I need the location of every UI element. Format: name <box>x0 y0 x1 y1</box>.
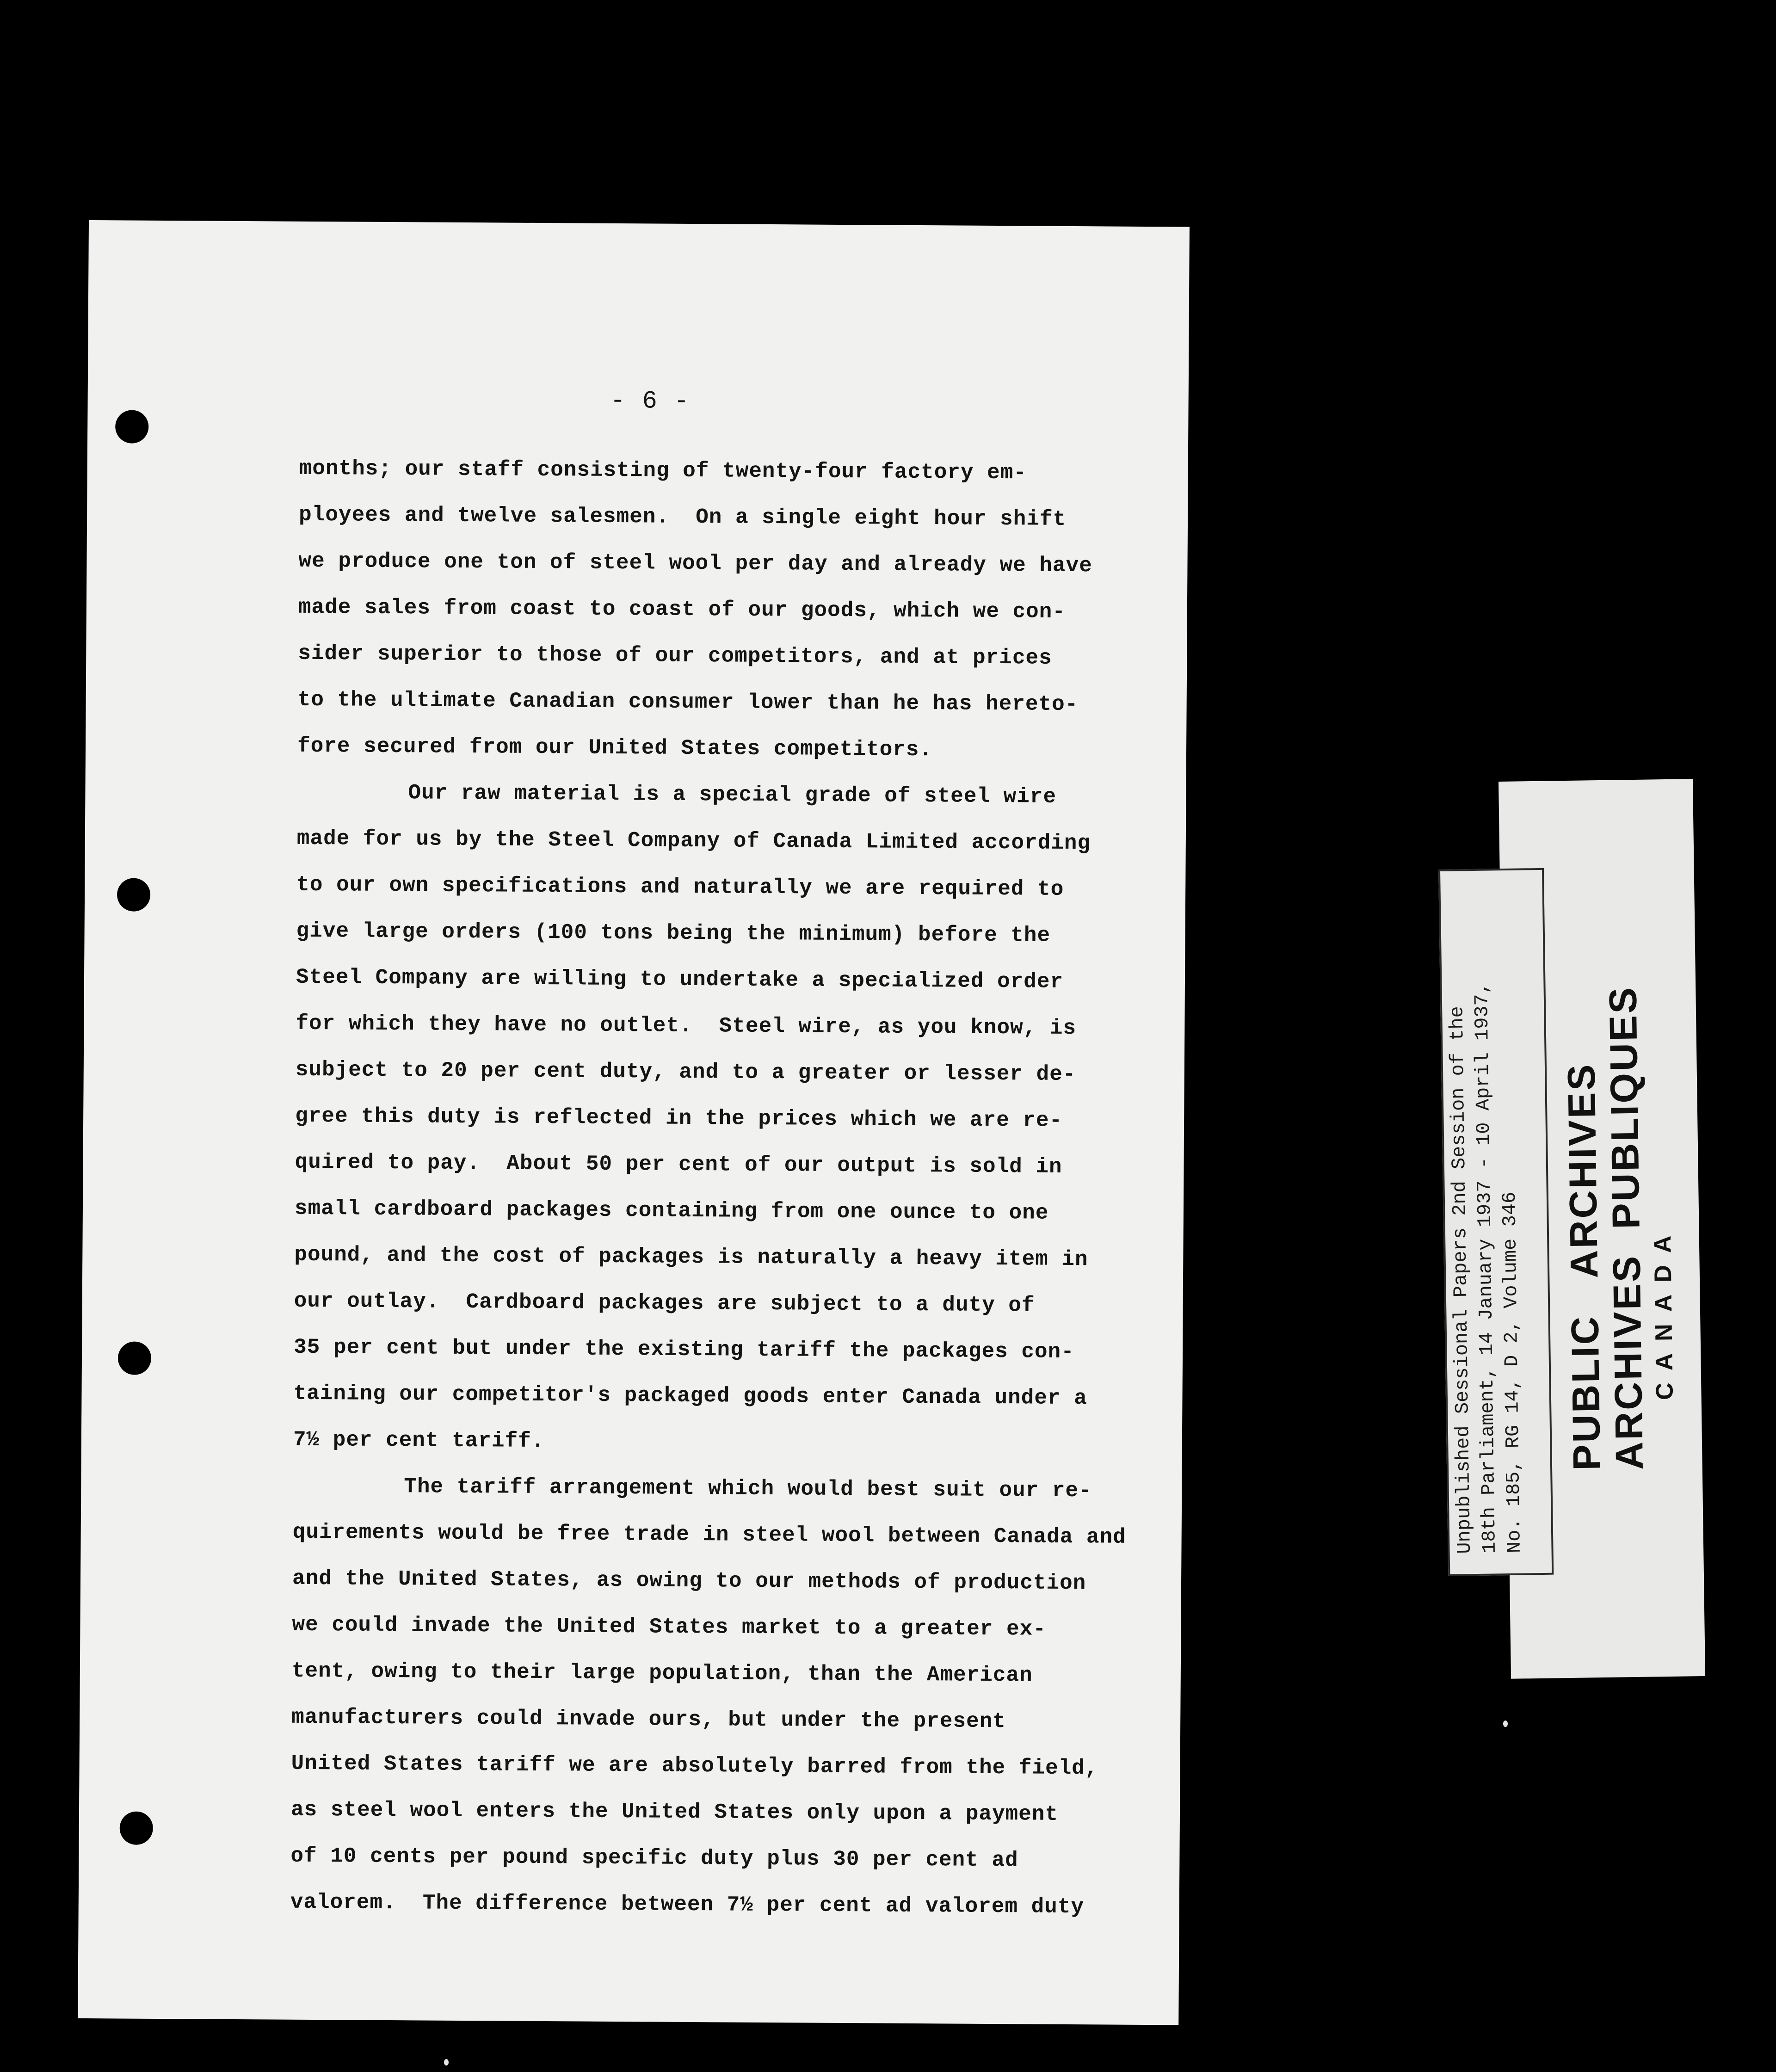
record-group: , RG 14, D 2, Volume <box>1499 1238 1525 1472</box>
dust-speck <box>444 2059 449 2066</box>
text-line: valorem. The difference between 7½ per cent ad valorem duty <box>290 1890 1085 1919</box>
binder-hole <box>120 1811 153 1844</box>
text-line: quired to pay. About 50 per cent of our output is sold in <box>295 1150 1062 1179</box>
binder-hole <box>115 410 148 443</box>
text-line: sider superior to those of our competitors, and at prices <box>298 641 1052 670</box>
text-line: small cardboard packages containing from one ounce to one <box>294 1196 1049 1225</box>
body-text <box>290 445 1178 1931</box>
text-line: we produce one ton of steel wool per day and already we have <box>298 549 1092 578</box>
volume-number: 346 <box>1498 1191 1522 1227</box>
text-line: United States tariff we are absolutely barred from the field, <box>291 1751 1098 1781</box>
archives-publiques-text: ARCHIVES PUBLIQUES <box>1601 985 1651 1470</box>
text-line: manufacturers could invade ours, but under the present <box>291 1705 1006 1734</box>
text-line: of 10 cents per pound specific duty plus 30 per cent ad <box>290 1844 1018 1873</box>
sessional-papers-reference <box>1443 878 1527 1554</box>
text-line: taining our competitor's packaged goods enter Canada under a <box>293 1381 1087 1411</box>
text-line: pound, and the cost of packages is naturally a heavy item in <box>294 1242 1088 1272</box>
text-line: made sales from coast to coast of our goods, which we con- <box>298 595 1066 624</box>
text-line: fore secured from our United States competitors. <box>297 734 933 762</box>
document-page <box>78 220 1190 2025</box>
text-line: gree this duty is reflected in the prices which we are re- <box>295 1104 1063 1133</box>
text-line: quirements would be free trade in steel wool between Canada and <box>292 1520 1126 1549</box>
binder-hole <box>118 1341 151 1375</box>
paragraph-start-line: Our raw material is a special grade of steel wire <box>408 781 1057 809</box>
page-number: - 6 - <box>610 387 690 416</box>
text-line: subject to 20 per cent duty, and to a greater or lesser de- <box>295 1057 1076 1087</box>
text-line: tent, owing to their large population, than the American <box>291 1659 1033 1688</box>
binder-hole <box>117 878 150 911</box>
text-line: give large orders (100 tons being the minimum) before the <box>296 919 1051 948</box>
text-line: made for us by the Steel Company of Canada Limited according <box>296 826 1091 856</box>
reference-line-1: Unpublished Sessional Papers 2nd Session of the <box>1446 1005 1476 1554</box>
text-line: 7½ per cent tariff. <box>293 1427 545 1454</box>
archives-stamp <box>1559 961 1681 1471</box>
country-text: CANADA <box>1649 1223 1678 1400</box>
reference-line-2: 18th Parliament, 14 January 1937 - 10 April 1937, <box>1470 982 1501 1554</box>
text-line: for which they have no outlet. Steel wire, as you know, is <box>296 1011 1077 1041</box>
text-line: Steel Company are willing to undertake a specialized order <box>296 965 1064 994</box>
text-line: to the ultimate Canadian consumer lower than he has hereto- <box>297 687 1079 717</box>
public-archives-text: PUBLIC ARCHIVES <box>1559 1062 1609 1471</box>
text-line: our outlay. Cardboard packages are subject to a duty of <box>294 1289 1035 1318</box>
paper-number: No. 185 <box>1502 1471 1526 1554</box>
paragraph-start-line: The tariff arrangement which would best suit our re- <box>404 1474 1092 1503</box>
text-line: and the United States, as owing to our methods of production <box>292 1566 1086 1596</box>
text-line: as steel wool enters the United States only upon a payment <box>290 1797 1059 1826</box>
text-line: to our own specifications and naturally we are required to <box>296 872 1064 901</box>
dust-speck <box>1503 1720 1508 1727</box>
text-line: ployees and twelve salesmen. On a single eight hour shift <box>298 502 1067 531</box>
text-line: we could invade the United States market to a greater ex- <box>292 1612 1047 1641</box>
text-line: 35 per cent but under the existing tariff the packages con- <box>293 1335 1074 1364</box>
text-line: months; our staff consisting of twenty-four factory em- <box>299 456 1027 485</box>
